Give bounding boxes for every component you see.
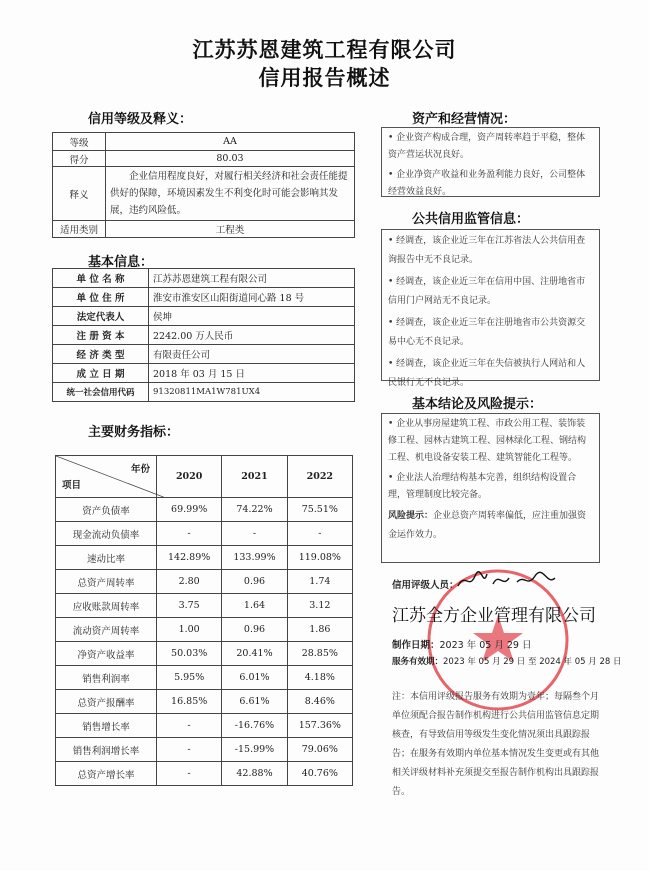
public-box <box>381 229 600 388</box>
finance-value: 42.88% <box>222 762 287 786</box>
finance-value: -15.99% <box>222 738 287 762</box>
rating-label: 等级 <box>53 133 106 151</box>
valid-label: 服务有效期： <box>392 657 444 667</box>
finance-value: - <box>157 738 222 762</box>
finance-value: 1.00 <box>157 618 222 642</box>
report-title: 信用报告概述 <box>258 66 391 90</box>
finance-value: 74.22% <box>222 498 287 522</box>
finance-row <box>56 618 353 642</box>
finance-row-label: 速动比率 <box>56 546 157 570</box>
finance-value: 75.51% <box>287 498 352 522</box>
finance-row-label: 总资产周转率 <box>56 570 157 594</box>
basic-label: 经 济 类 型 <box>53 345 149 364</box>
score-value: 80.03 <box>106 151 355 167</box>
finance-row-label: 销售利润率 <box>56 666 157 690</box>
valid-value: 2023 年 05 月 29 日 至 2024 年 05 月 28 日 <box>443 657 622 667</box>
basic-label: 成 立 日 期 <box>53 364 149 383</box>
basic-value: 有限责任公司 <box>149 345 355 364</box>
finance-row-label: 流动资产周转率 <box>56 618 157 642</box>
finance-row <box>56 594 353 618</box>
finance-row <box>56 570 353 594</box>
rating-heading: 信用等级及释义： <box>88 112 193 127</box>
report-company-title: 江苏苏恩建筑工程有限公司 <box>192 38 457 62</box>
finance-value: 0.96 <box>222 570 287 594</box>
basic-value: 2242.00 万人民币 <box>149 326 355 345</box>
category-label: 适用类别 <box>53 221 106 238</box>
score-label: 得分 <box>53 151 106 167</box>
finance-row <box>56 738 353 762</box>
date-label: 制作日期： <box>392 640 440 651</box>
finance-value: 6.01% <box>222 666 287 690</box>
conclusion-heading: 基本结论及风险提示： <box>412 397 543 412</box>
rating-value: AA <box>106 133 355 151</box>
finance-value: - <box>157 762 222 786</box>
finance-row <box>56 642 353 666</box>
rater-signature <box>455 568 565 594</box>
finance-value: 157.36% <box>287 714 352 738</box>
risk-text: 企业总资产周转率偏低，应注重加强资金运作效力。 <box>388 511 587 540</box>
basic-heading: 基本信息： <box>88 255 154 270</box>
finance-row-label: 现金流动负债率 <box>56 522 157 546</box>
finance-value: 6.61% <box>222 690 287 714</box>
basic-label: 单 位 名 称 <box>53 269 149 288</box>
finance-value: 28.85% <box>287 642 352 666</box>
finance-row <box>56 666 353 690</box>
corner-item: 项目 <box>62 480 82 491</box>
finance-value: - <box>222 522 287 546</box>
finance-row <box>56 498 353 522</box>
public-item: • 经调查，该企业近三年在江苏省法人公共信用查询报告中无不良记录。 <box>388 236 586 265</box>
finance-value: 3.75 <box>157 594 222 618</box>
finance-value: 1.74 <box>287 570 352 594</box>
finance-value: 50.03% <box>157 642 222 666</box>
assets-item: • 企业资产构成合理，资产周转率趋于平稳，整体资产营运状况良好。 <box>388 133 586 160</box>
category-value: 工程类 <box>106 221 355 238</box>
risk-label: 风险提示： <box>388 511 434 521</box>
finance-value: - <box>157 714 222 738</box>
basic-info-table <box>52 268 355 402</box>
finance-row-label: 销售增长率 <box>56 714 157 738</box>
finance-value: 133.99% <box>222 546 287 570</box>
public-heading: 公共信用监管信息： <box>412 212 530 227</box>
finance-value: 4.18% <box>287 666 352 690</box>
public-item: • 经调查，该企业近三年在失信被执行人网站和人民银行无不良记录。 <box>388 359 586 388</box>
public-item: • 经调查，该企业近三年在信用中国、注册地省市信用门户网站无不良记录。 <box>388 277 586 306</box>
finance-row <box>56 522 353 546</box>
conclusion-item: • 企业法人治理结构基本完善，组织结构设置合理，管理制度比较完备。 <box>388 473 577 500</box>
finance-table <box>55 455 353 786</box>
meaning-label: 释义 <box>53 167 106 221</box>
finance-value: 142.89% <box>157 546 222 570</box>
basic-value: 91320811MA1W781UX4 <box>149 383 355 402</box>
finance-row-label: 总资产增长率 <box>56 762 157 786</box>
finance-value: - <box>287 522 352 546</box>
finance-value: 79.06% <box>287 738 352 762</box>
basic-value: 淮安市淮安区山阳街道同心路 18 号 <box>149 288 355 307</box>
note-text: 注：本信用评级报告服务有效期为壹年；每隔叁个月单位须配合报告制作机构进行公共信用监管信息定期核查，有导致信用等级发生变化情况须出具跟踪报告；在服务有效期内单位基本情况发生变更或有其他相关评级材料补充须提交至报告制作机构出具跟踪报告。 <box>392 692 600 797</box>
finance-value: 8.46% <box>287 690 352 714</box>
rating-table <box>52 132 355 238</box>
corner-year: 年份 <box>130 464 150 475</box>
basic-value: 江苏苏恩建筑工程有限公司 <box>149 269 355 288</box>
finance-value: 20.41% <box>222 642 287 666</box>
finance-value: 16.85% <box>157 690 222 714</box>
date-value: 2023 年 05 月 29 日 <box>439 640 532 651</box>
meaning-value: 企业信用程度良好，对履行相关经济和社会责任能提供好的保障，环境因素发生不利变化时可能会影响其发展，违约风险低。 <box>106 167 355 221</box>
finance-row-label: 资产负债率 <box>56 498 157 522</box>
assets-heading: 资产和经营情况： <box>412 112 517 127</box>
finance-value: -16.76% <box>222 714 287 738</box>
finance-value: - <box>157 522 222 546</box>
basic-label: 统一社会信用代码 <box>53 383 149 402</box>
public-item: • 经调查，该企业近三年在注册地省市公共资源交易中心无不良记录。 <box>388 318 586 347</box>
finance-row-label: 总资产报酬率 <box>56 690 157 714</box>
finance-row <box>56 714 353 738</box>
conclusion-box <box>381 413 600 563</box>
year-header: 2020 <box>157 456 222 498</box>
finance-value: 2.80 <box>157 570 222 594</box>
finance-value: 69.99% <box>157 498 222 522</box>
finance-value: 119.08% <box>287 546 352 570</box>
finance-row <box>56 690 353 714</box>
basic-label: 单 位 住 所 <box>53 288 149 307</box>
assets-item: • 企业净资产收益和业务盈利能力良好，公司整体经营效益良好。 <box>388 170 586 197</box>
year-header: 2021 <box>222 456 287 498</box>
finance-row-label: 净资产收益率 <box>56 642 157 666</box>
corner-cell <box>56 456 157 498</box>
basic-label: 注 册 资 本 <box>53 326 149 345</box>
assets-box <box>381 127 600 197</box>
finance-value: 1.64 <box>222 594 287 618</box>
finance-value: 5.95% <box>157 666 222 690</box>
finance-value: 40.76% <box>287 762 352 786</box>
basic-value: 侯坤 <box>149 307 355 326</box>
finance-heading: 主要财务指标： <box>88 425 180 440</box>
finance-row-label: 应收账款周转率 <box>56 594 157 618</box>
basic-label: 法定代表人 <box>53 307 149 326</box>
finance-value: 0.96 <box>222 618 287 642</box>
year-header: 2022 <box>287 456 352 498</box>
finance-row-label: 销售利润增长率 <box>56 738 157 762</box>
issuer-company: 江苏全方企业管理有限公司 <box>392 606 596 626</box>
rater-label: 信用评级人员： <box>392 580 459 591</box>
basic-value: 2018 年 03 月 15 日 <box>149 364 355 383</box>
finance-value: 1.86 <box>287 618 352 642</box>
finance-row <box>56 762 353 786</box>
finance-value: 3.12 <box>287 594 352 618</box>
conclusion-item: • 企业从事房屋建筑工程、市政公用工程、装饰装修工程、园林古建筑工程、园林绿化工程、钢结构工程、机电设备安装工程、建筑智能化工程等。 <box>388 419 587 463</box>
finance-row <box>56 546 353 570</box>
